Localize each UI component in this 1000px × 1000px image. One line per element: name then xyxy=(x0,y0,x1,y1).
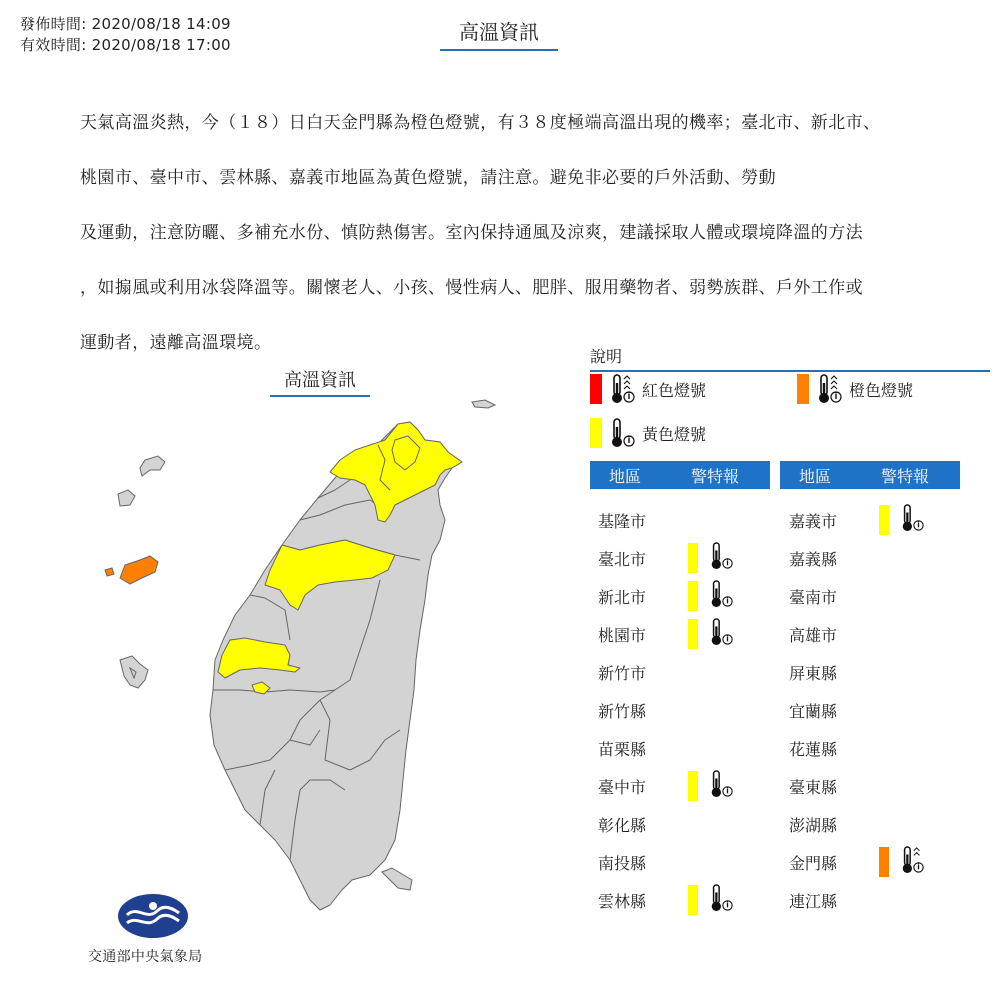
region-name: 嘉義市 xyxy=(789,511,838,531)
description-line: ，如搧風或利用冰袋降溫等。關懷老人、小孩、慢性病人、肥胖、服用藥物者、弱勢族群、戶外工作或 xyxy=(80,277,863,298)
region-name: 連江縣 xyxy=(789,891,838,911)
thermometer-alert-icon xyxy=(708,541,734,575)
islet xyxy=(472,400,495,408)
table-row xyxy=(598,771,734,801)
red-swatch xyxy=(590,374,602,404)
table-row xyxy=(598,809,688,839)
table-row xyxy=(789,695,879,725)
page-title: 高溫資訊 xyxy=(440,16,558,51)
description-line: 運動者，遠離高溫環境。 xyxy=(80,332,272,353)
region-name: 基隆市 xyxy=(598,511,647,531)
region-name: 雲林縣 xyxy=(598,891,647,911)
table-row xyxy=(598,657,688,687)
matsu-island xyxy=(140,456,165,476)
table-row xyxy=(598,543,734,573)
region-name: 花蓮縣 xyxy=(789,739,838,759)
region-kinmen xyxy=(120,556,158,584)
region-name: 臺中市 xyxy=(598,777,647,797)
table-row xyxy=(598,885,734,915)
yellow-alert-swatch xyxy=(688,581,698,611)
alert-mark xyxy=(879,845,925,879)
region-name: 南投縣 xyxy=(598,853,647,873)
table-row xyxy=(789,733,879,763)
region-name: 新竹縣 xyxy=(598,701,647,721)
table-row xyxy=(789,885,879,915)
legend-label: 黃色燈號 xyxy=(642,424,707,444)
table-row xyxy=(789,619,879,649)
region-name: 彰化縣 xyxy=(598,815,647,835)
table-row xyxy=(789,771,879,801)
legend-label: 橙色燈號 xyxy=(849,380,914,400)
map-title: 高溫資訊 xyxy=(270,366,370,397)
issue-time-value: 2020/08/18 14:09 xyxy=(91,15,231,33)
col-region-header: 地區 xyxy=(608,466,641,486)
table-header-left xyxy=(590,461,770,489)
taiwan-map xyxy=(0,380,580,940)
legend-yellow xyxy=(590,417,706,449)
thermometer-alert-icon xyxy=(899,845,925,879)
region-name: 嘉義縣 xyxy=(789,549,838,569)
description-line: 及運動，注意防曬、多補充水份、慎防熱傷害。室內保持通風及涼爽，建議採取人體或環境降溫的方法 xyxy=(80,222,863,243)
region-name: 屏東縣 xyxy=(789,663,838,683)
valid-time-value: 2020/08/18 17:00 xyxy=(91,36,231,54)
table-row xyxy=(789,505,925,535)
issue-time-label: 發佈時間: xyxy=(20,15,87,33)
legend-orange xyxy=(797,373,913,405)
region-kinmen-small xyxy=(105,568,114,576)
alert-mark xyxy=(688,579,734,613)
warning-description xyxy=(80,82,920,385)
table-row xyxy=(789,657,879,687)
col-alert-header: 警特報 xyxy=(690,466,739,486)
table-row xyxy=(598,619,734,649)
orange-alert-swatch xyxy=(879,847,889,877)
islet xyxy=(382,868,412,890)
thermometer-alert-icon xyxy=(815,373,843,405)
valid-time xyxy=(20,35,231,55)
thermometer-alert-icon xyxy=(608,373,636,405)
thermometer-alert-icon xyxy=(899,503,925,537)
issue-time xyxy=(20,14,231,34)
region-name: 苗栗縣 xyxy=(598,739,647,759)
description-line: 桃園市、臺中市、雲林縣、嘉義市地區為黃色燈號，請注意。避免非必要的戶外活動、勞動 xyxy=(80,167,776,188)
thermometer-alert-icon xyxy=(708,769,734,803)
table-row xyxy=(598,847,688,877)
legend-label: 紅色燈號 xyxy=(642,380,707,400)
region-name: 臺北市 xyxy=(598,549,647,569)
region-name: 桃園市 xyxy=(598,625,647,645)
region-name: 新竹市 xyxy=(598,663,647,683)
yellow-swatch xyxy=(590,418,602,448)
table-row xyxy=(598,695,688,725)
region-name: 金門縣 xyxy=(789,853,838,873)
legend-title: 說明 xyxy=(590,344,990,372)
description-line: 天氣高溫炎熱，今（１８）日白天金門縣為橙色燈號，有３８度極端高溫出現的機率；臺北市、新北市、 xyxy=(80,112,881,133)
col-alert-header: 警特報 xyxy=(880,466,929,486)
table-row xyxy=(789,847,925,877)
yellow-alert-swatch xyxy=(688,543,698,573)
orange-swatch xyxy=(797,374,809,404)
yellow-alert-swatch xyxy=(688,771,698,801)
table-row xyxy=(598,505,688,535)
region-name: 新北市 xyxy=(598,587,647,607)
region-name: 澎湖縣 xyxy=(789,815,838,835)
table-row xyxy=(789,543,879,573)
yellow-alert-swatch xyxy=(688,619,698,649)
region-name: 臺東縣 xyxy=(789,777,838,797)
region-name: 宜蘭縣 xyxy=(789,701,838,721)
agency-name: 交通部中央氣象局 xyxy=(88,949,203,965)
thermometer-alert-icon xyxy=(708,617,734,651)
region-name: 臺南市 xyxy=(789,587,838,607)
thermometer-alert-icon xyxy=(608,417,636,449)
alert-mark xyxy=(688,617,734,651)
thermometer-alert-icon xyxy=(708,883,734,917)
table-header-right xyxy=(780,461,960,489)
cwb-logo-icon xyxy=(117,893,189,939)
thermometer-alert-icon xyxy=(708,579,734,613)
col-region-header: 地區 xyxy=(798,466,831,486)
valid-time-label: 有效時間: xyxy=(20,36,87,54)
yellow-alert-swatch xyxy=(688,885,698,915)
legend-red xyxy=(590,373,706,405)
region-name: 高雄市 xyxy=(789,625,838,645)
table-row xyxy=(789,581,879,611)
alert-mark xyxy=(688,883,734,917)
alert-mark xyxy=(879,503,925,537)
alert-mark xyxy=(688,541,734,575)
table-row xyxy=(789,809,879,839)
alert-mark xyxy=(688,769,734,803)
matsu-island xyxy=(118,490,135,506)
table-row xyxy=(598,581,734,611)
table-row xyxy=(598,733,688,763)
yellow-alert-swatch xyxy=(879,505,889,535)
